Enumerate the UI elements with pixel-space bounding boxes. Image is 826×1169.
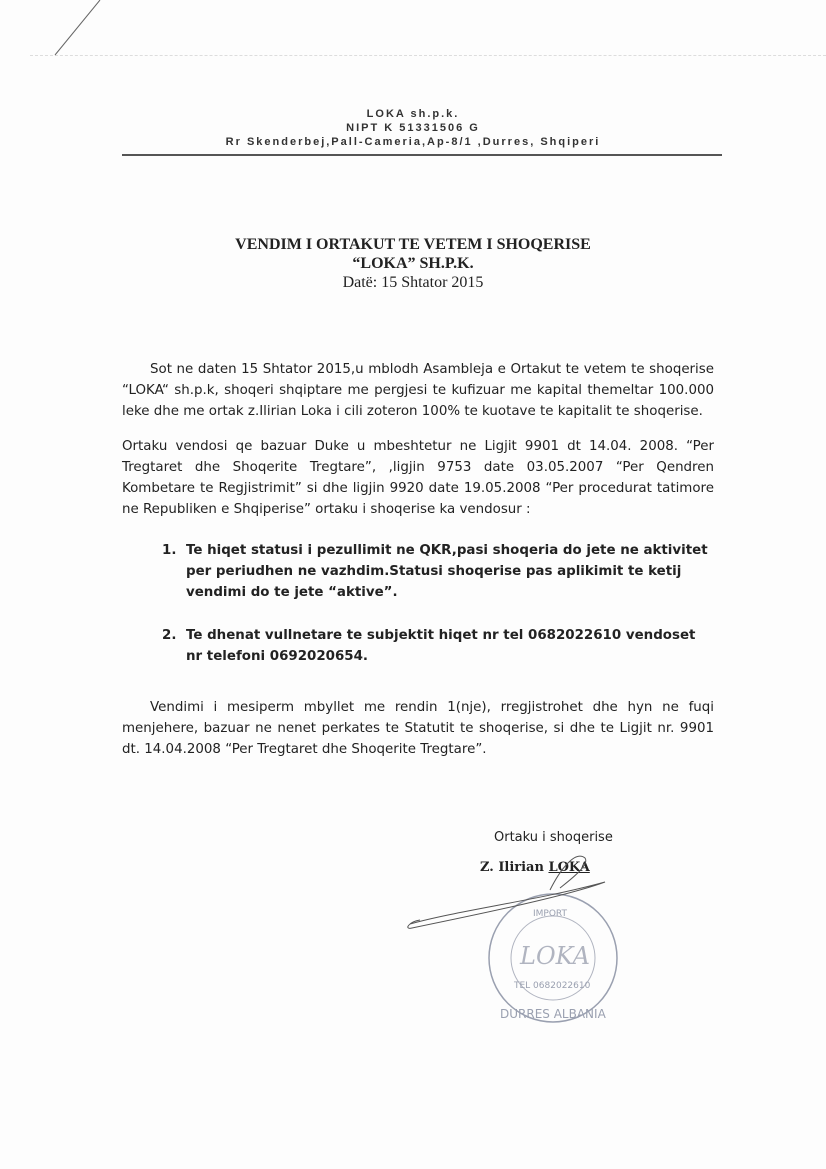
decision-item [162, 625, 714, 667]
document-body [122, 359, 714, 760]
decision-text: Te dhenat vullnetare te subjektit hiqet nr tel 0682022610 vendoset nr telefoni 0692020654. [186, 628, 696, 664]
scan-artifact-line [30, 55, 826, 56]
decision-item [162, 540, 714, 603]
stamp-phone: TEL 0682022610 [514, 981, 591, 991]
letterhead-nipt: NIPT K 51331506 G [346, 122, 480, 134]
decision-number: 2. [162, 628, 177, 643]
stamp-text-top: IMPORT [533, 909, 568, 919]
document-date: Datë: 15 Shtator 2015 [342, 274, 484, 291]
signatory-surname: LOKA [548, 860, 590, 875]
letterhead-company: LOKA sh.p.k. [366, 108, 460, 120]
document-title: VENDIM I ORTAKUT TE VETEM I SHOQERISE [235, 236, 591, 253]
stamp-center: LOKA [520, 942, 590, 970]
stamp-text-bottom: DURRES ALBANIA [500, 1007, 606, 1021]
paragraph-closing: Vendimi i mesiperm mbyllet me rendin 1(nje), rregjistrohet dhe hyn ne fuqi menjehere, bazuar ne nenet perkates te Statutit te shoqerise, si dhe te Ligjit nr. 9901 dt. 14.04.2008 “Per Tregtaret dhe Shoqerite Tregtare”. [122, 700, 714, 757]
handwritten-signature [400, 840, 620, 940]
paragraph-assembly: Sot ne daten 15 Shtator 2015,u mblodh Asambleja e Ortakut te vetem te shoqerise “LOKA“ sh.p.k, shoqeri shqiptare me pergjesi te kufizuar me kapital themeltar 100.000 leke dhe me ortak z.Ilirian Loka i cili zoteron 100% te kuotave te kapitalit te shoqerise. [122, 362, 714, 419]
letterhead-address: Rr Skenderbej,Pall-Cameria,Ap-8/1 ,Durres, Shqiperi [225, 136, 601, 148]
paragraph-legal-basis: Ortaku vendosi qe bazuar Duke u mbeshtetur ne Ligjit 9901 dt 14.04. 2008. “Per Tregtaret dhe Shoqerite Tregtare”, ,ligjin 9753 date 03.05.2007 “Per Qendren Kombetare te Regjistrimit” si dhe ligjin 9920 date 19.05.2008 “Per procedurat tatimore ne Republiken e Shqiperise” ortaku i shoqerise ka vendosur : [122, 439, 714, 517]
signatory-first-name: Z. Ilirian [480, 860, 549, 875]
signatory-role: Ortaku i shoqerise [494, 830, 613, 845]
document-company: “LOKA” SH.P.K. [352, 255, 474, 272]
decision-number: 1. [162, 543, 177, 558]
letterhead-divider [122, 154, 722, 156]
decision-text: Te hiqet statusi i pezullimit ne QKR,pasi shoqeria do jete ne aktivitet per periudhen ne vazhdim.Statusi shoqerise pas aplikimit te ketij vendimi do te jete “aktive”. [186, 543, 708, 600]
scan-corner-mark [0, 0, 110, 60]
